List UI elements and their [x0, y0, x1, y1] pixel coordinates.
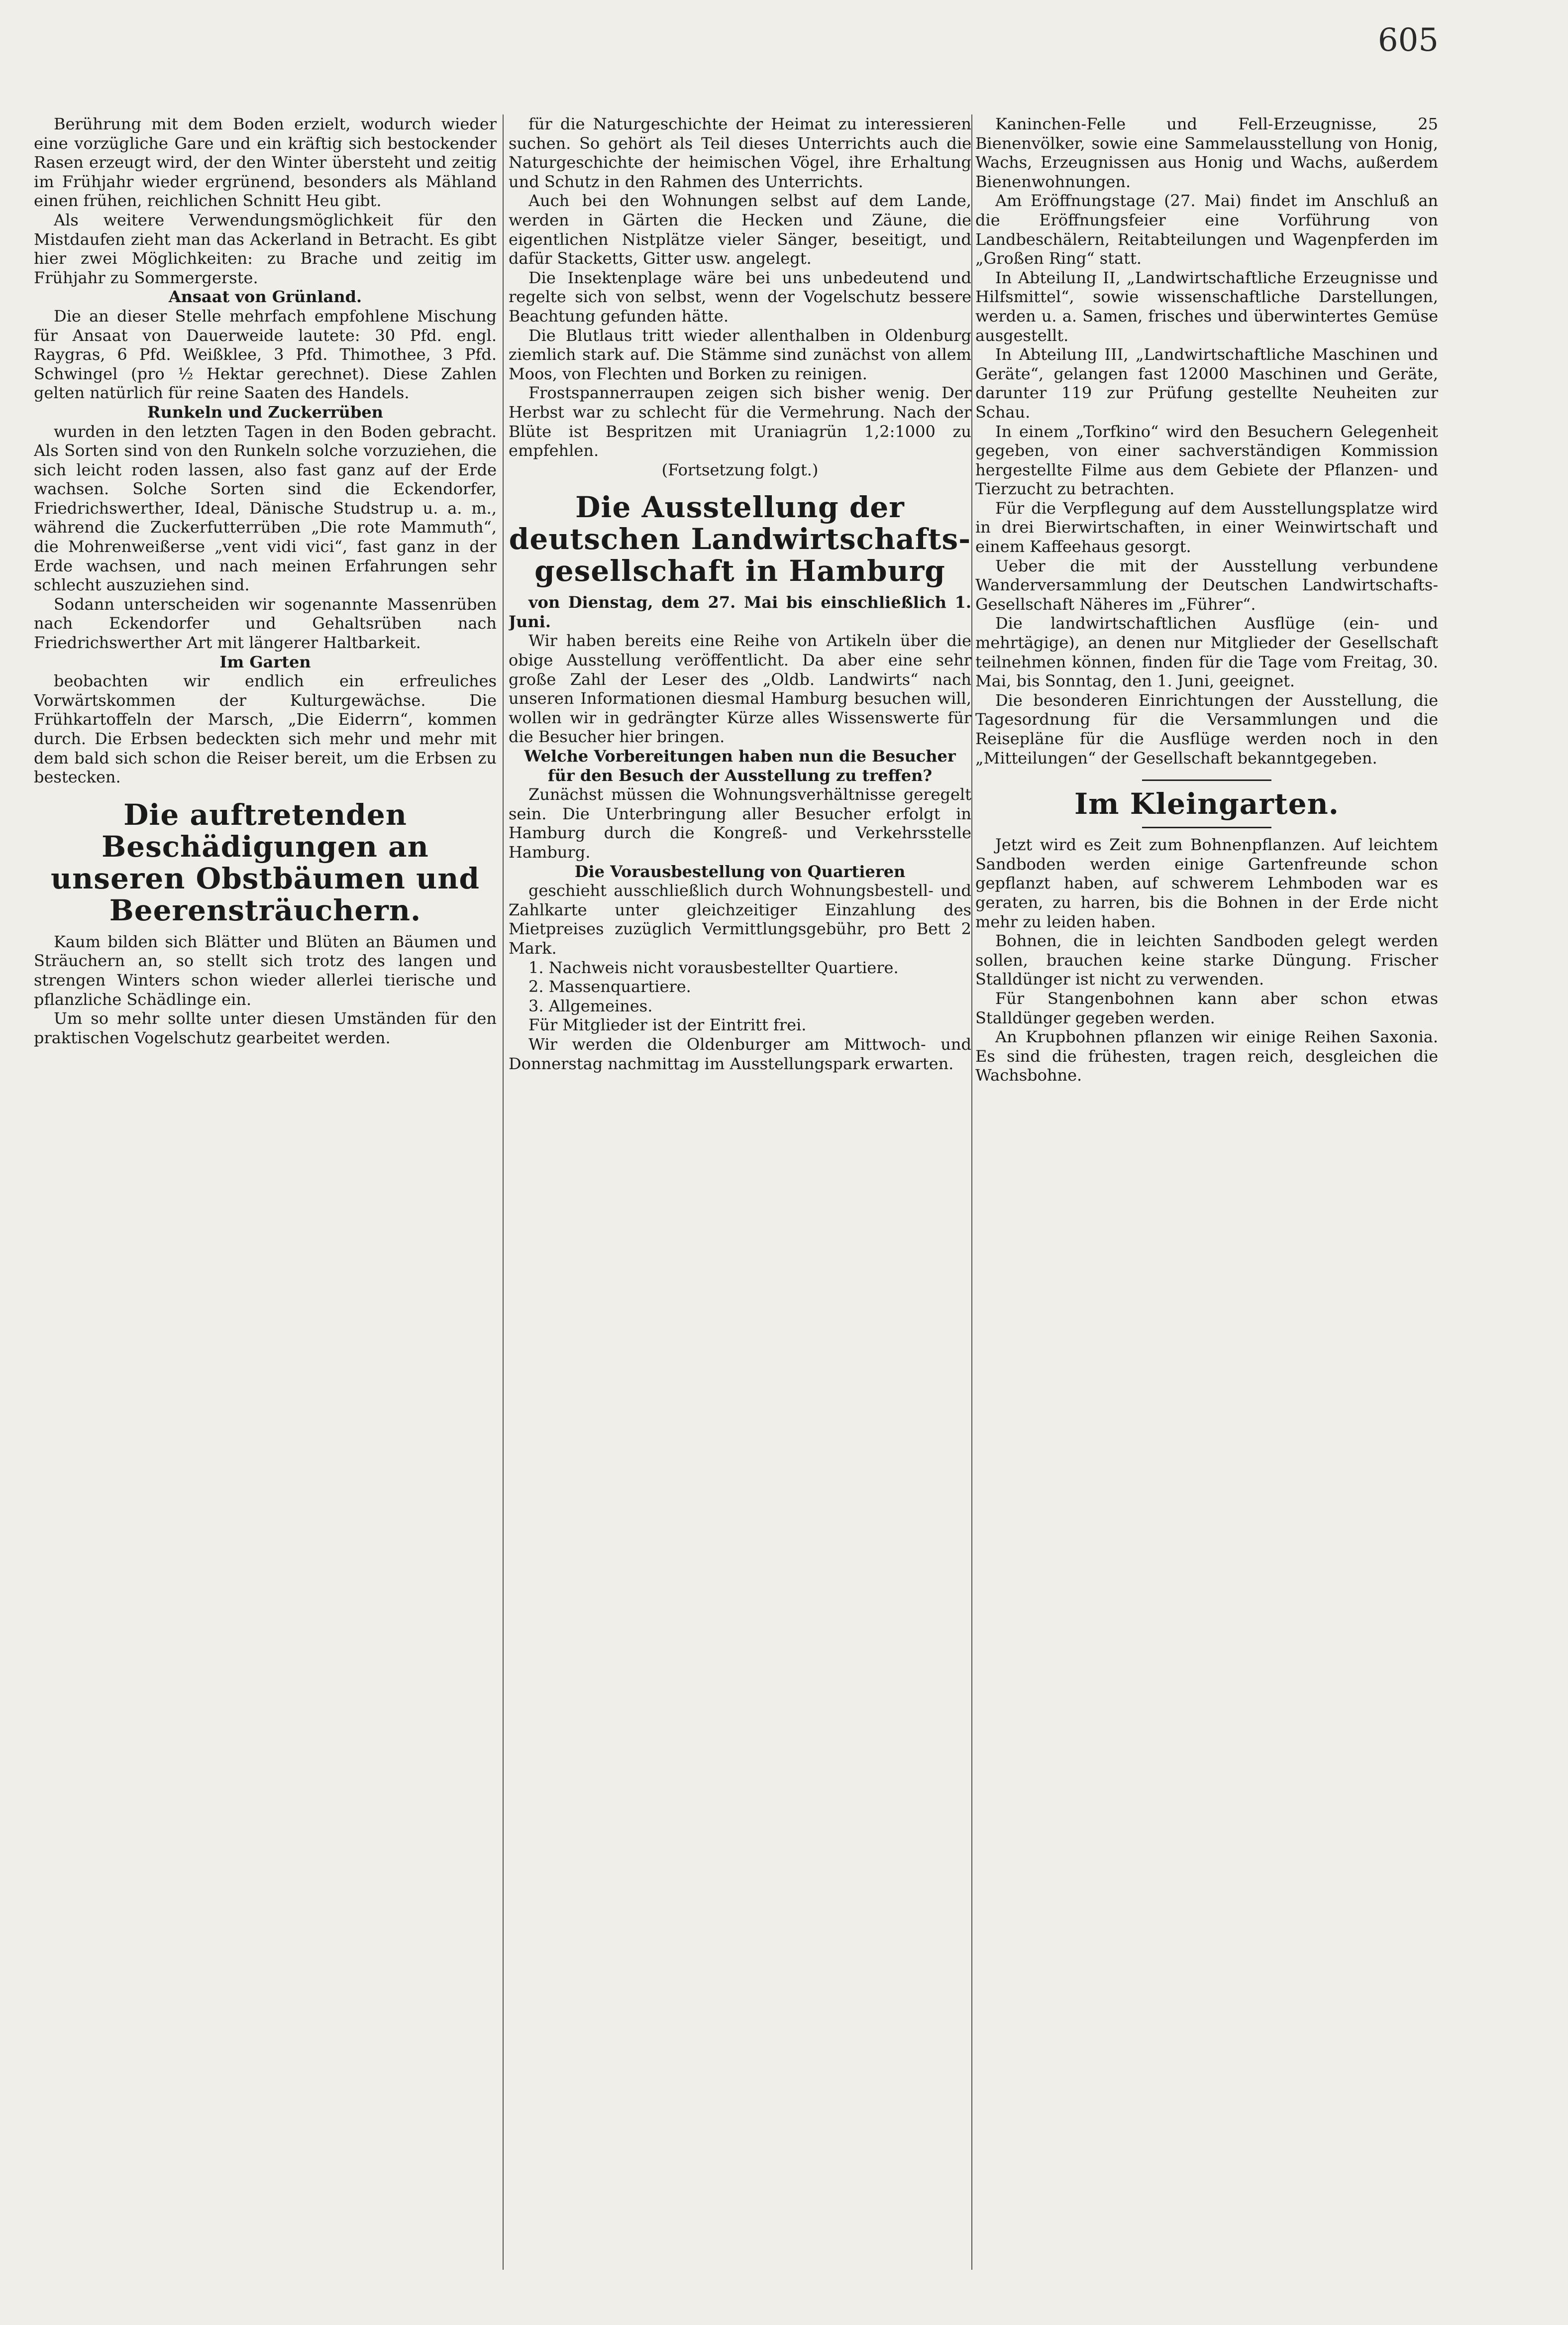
paragraph: Um so mehr sollte unter diesen Umständen für den praktischen Vogelschutz gearbeitet werden.	[34, 1009, 497, 1047]
paragraph: wurden in den letzten Tagen in den Boden gebracht. Als Sorten sind von den Runkeln solche vorzuziehen, die sich leicht roden lassen, also fast ganz auf der Erde wachsen. Solche Sorten sind die Eckendorfer, Friedrichswerther, Ideal, Dänische Studstrup u. a. m., während die Zuckerfutterrüben „Die rote Mammuth“, die Mohrenweißerse „vent vidi vici“, fast ganz in der Erde wachsen, und nach meinen Erfahrungen sehr schlecht auszuziehen sind.	[34, 422, 497, 595]
paragraph: Die Blutlaus tritt wieder allenthalben in Oldenburg ziemlich stark auf. Die Stämme sind zunächst von allem Moos, von Flechten und Borken zu reinigen.	[509, 326, 971, 383]
section-heading: Runkeln und Zuckerrüben	[147, 402, 383, 422]
paragraph: Frostspannerraupen zeigen sich bisher wenig. Der Herbst war zu schlecht für die Vermehrung. Nach der Blüte ist Bespritzen mit Uraniagrün 1,2:1000 zu empfehlen.	[509, 383, 971, 460]
paragraph: Am Eröffnungstage (27. Mai) findet im Anschluß an die Eröffnungsfeier eine Vorführung von Landbeschälern, Reitabteilungen und Wagenpferden im „Großen Ring“ statt.	[975, 191, 1438, 268]
paragraph: Für Stangenbohnen kann aber schon etwas Stalldünger gegeben werden.	[975, 989, 1438, 1027]
paragraph: Als weitere Verwendungsmöglichkeit für den Mistdaufen zieht man das Ackerland in Betracht. Es gibt hier zwei Möglichkeiten: zu Brache und zeitig im Frühjahr zu Sommergerste.	[34, 210, 497, 287]
paragraph: In Abteilung II, „Landwirtschaftliche Erzeugnisse und Hilfsmittel“, sowie wissenschaftliche Darstellungen, werden u. a. Samen, frisches und überwintertes Gemüse ausgestellt.	[975, 268, 1438, 345]
dateline: von Dienstag, dem 27. Mai bis einschließlich 1. Juni.	[509, 593, 971, 631]
paragraph: geschieht ausschließlich durch Wohnungsbestell- und Zahlkarte unter gleichzeitiger Einzahlung des Mietpreises zuzüglich Vermittlungsgebühr, pro Bett 2 Mark.	[509, 881, 971, 958]
paragraph: Die landwirtschaftlichen Ausflüge (ein- und mehrtägige), an denen nur Mitglieder der Gesellschaft teilnehmen können, finden für die Tage vom Freitag, 30. Mai, bis Sonntag, den 1. Juni, geeignet.	[975, 614, 1438, 691]
paragraph: Zunächst müssen die Wohnungsverhältnisse geregelt sein. Die Unterbringung aller Besucher erfolgt in Hamburg durch die Kongreß- und Verkehrsstelle Hamburg.	[509, 785, 971, 862]
paragraph: Berührung mit dem Boden erzielt, wodurch wieder eine vorzügliche Gare und ein kräftig sich bestockender Rasen erzeugt wird, der den Winter übersteht und zeitig im Frühjahr wieder ergrünend, besonders als Mähland einen frühen, reichlichen Schnitt Heu gibt.	[34, 114, 497, 211]
paragraph: Für die Verpflegung auf dem Ausstellungsplatze wird in drei Bierwirtschaften, in einer Weinwirtschaft und einem Kaffeehaus gesorgt.	[975, 498, 1438, 556]
paragraph: Die an dieser Stelle mehrfach empfohlene Mischung für Ansaat von Dauerweide lautete: 30 Pfd. engl. Raygras, 6 Pfd. Weißklee, 3 Pfd. Thimothee, 3 Pfd. Schwingel (pro ½ Hektar gerechnet). Diese Zahlen gelten natürlich für reine Saaten des Handels.	[34, 306, 497, 403]
paragraph: Auch bei den Wohnungen selbst auf dem Lande, werden in Gärten die Hecken und Zäune, die eigentlichen Nistplätze vieler Sänger, beseitigt, und dafür Stacketts, Gitter usw. angelegt.	[509, 191, 971, 268]
column-2	[509, 114, 971, 2270]
paragraph: für die Naturgeschichte der Heimat zu interessieren suchen. So gehört als Teil dieses Unterrichts auch die Naturgeschichte der heimischen Vögel, ihre Erhaltung und Schutz in den Rahmen des Unterrichts.	[509, 114, 971, 191]
article-headline: Im Kleingarten.	[975, 779, 1438, 828]
paragraph: In einem „Torfkino“ wird den Besuchern Gelegenheit gegeben, von einer sachverständigen Kommission hergestellte Filme aus dem Gebiete der Pflanzen- und Tierzucht zu betrachten.	[975, 422, 1438, 499]
paragraph: 3. Allgemeines.	[528, 996, 653, 1015]
paragraph: 2. Massenquartiere.	[528, 977, 691, 996]
page-number: 605	[1377, 22, 1439, 59]
paragraph: Bohnen, die in leichten Sandboden gelegt werden sollen, brauchen keine starke Düngung. Frischer Stalldünger ist nicht zu verwenden.	[975, 931, 1438, 989]
paragraph: Kaninchen-Felle und Fell-Erzeugnisse, 25 Bienenvölker, sowie eine Sammelausstellung von Honig, Wachs, Erzeugnissen aus Honig und Wachs, außerdem Bienenwohnungen.	[975, 114, 1438, 191]
paragraph: Jetzt wird es Zeit zum Bohnenpflanzen. Auf leichtem Sandboden werden einige Gartenfreunde schon gepflanzt haben, auf schwerem Lehmboden war es geraten, zu harren, bis die Bohnen in der Erde nicht mehr zu leiden haben.	[975, 835, 1438, 931]
section-heading: Ansaat von Grünland.	[168, 287, 362, 307]
section-heading: Die Vorausbestellung von Quartieren	[574, 862, 906, 881]
paragraph: Die Insektenplage wäre bei uns unbedeutend und regelte sich von selbst, wenn der Vogelschutz bessere Beachtung gefunden hätte.	[509, 268, 971, 326]
paragraph: Wir haben bereits eine Reihe von Artikeln über die obige Ausstellung veröffentlicht. Da aber eine sehr große Zahl der Leser des „Oldb. Landwirts“ nach unseren Informationen diesmal Hamburg besuchen will, wollen wir in gedrängter Kürze alles Wissenswerte für die Besucher hier bringen.	[509, 631, 971, 747]
column-3	[975, 114, 1438, 2270]
paragraph: Kaum bilden sich Blätter und Blüten an Bäumen und Sträuchern an, so stellt sich trotz des langen und strengen Winters schon wieder allerlei tierische und pflanzliche Schädlinge ein.	[34, 932, 497, 1009]
question-heading: Welche Vorbereitungen haben nun die Besucher für den Besuch der Ausstellung zu treffen?	[524, 747, 956, 785]
paragraph: Sodann unterscheiden wir sogenannte Massenrüben nach Eckendorfer und Gehaltsrüben nach Friedrichswerther Art mit längerer Haltbarkeit.	[34, 594, 497, 653]
paragraph: Die besonderen Einrichtungen der Ausstellung, die Tagesordnung für die Versammlungen und die Reisepläne für die Ausflüge werden noch in den „Mitteilungen“ der Gesellschaft bekanntgegeben.	[975, 690, 1438, 768]
paragraph: 1. Nachweis nicht vorausbestellter Quartiere.	[528, 958, 899, 977]
continuation-note: (Fortsetzung folgt.)	[661, 460, 819, 479]
paragraph: Ueber die mit der Ausstellung verbundene Wanderversammlung der Deutschen Landwirtschafts-Gesellschaft Näheres im „Führer“.	[975, 556, 1438, 614]
paragraph: beobachten wir endlich ein erfreuliches Vorwärtskommen der Kulturgewächse. Die Frühkartoffeln der Marsch, „Die Eiderrn“, kommen durch. Die Erbsen bedeckten sich mehr und mehr mit dem bald sich schon die Reiser bereit, um die Erbsen zu bestecken.	[34, 671, 497, 787]
column-divider	[503, 114, 504, 2270]
column-divider	[971, 114, 972, 2270]
article-headline: Die Ausstellung der deutschen Landwirtschafts-gesellschaft in Hamburg	[509, 490, 971, 588]
column-1	[34, 114, 497, 2270]
paragraph: Für Mitglieder ist der Eintritt frei.	[528, 1015, 807, 1035]
article-headline: Die auftretenden Beschädigungen an unseren Obstbäumen und Beerensträuchern.	[50, 797, 480, 927]
paragraph: Wir werden die Oldenburger am Mittwoch- und Donnerstag nachmittag im Ausstellungspark erwarten.	[509, 1034, 971, 1073]
section-heading: Im Garten	[219, 652, 311, 671]
paragraph: In Abteilung III, „Landwirtschaftliche Maschinen und Geräte“, gelangen fast 12000 Maschinen und Geräte, darunter 119 zur Prüfung gestellte Neuheiten zur Schau.	[975, 345, 1438, 422]
paragraph: An Krupbohnen pflanzen wir einige Reihen Saxonia. Es sind die frühesten, tragen reich, desgleichen die Wachsbohne.	[975, 1027, 1438, 1085]
